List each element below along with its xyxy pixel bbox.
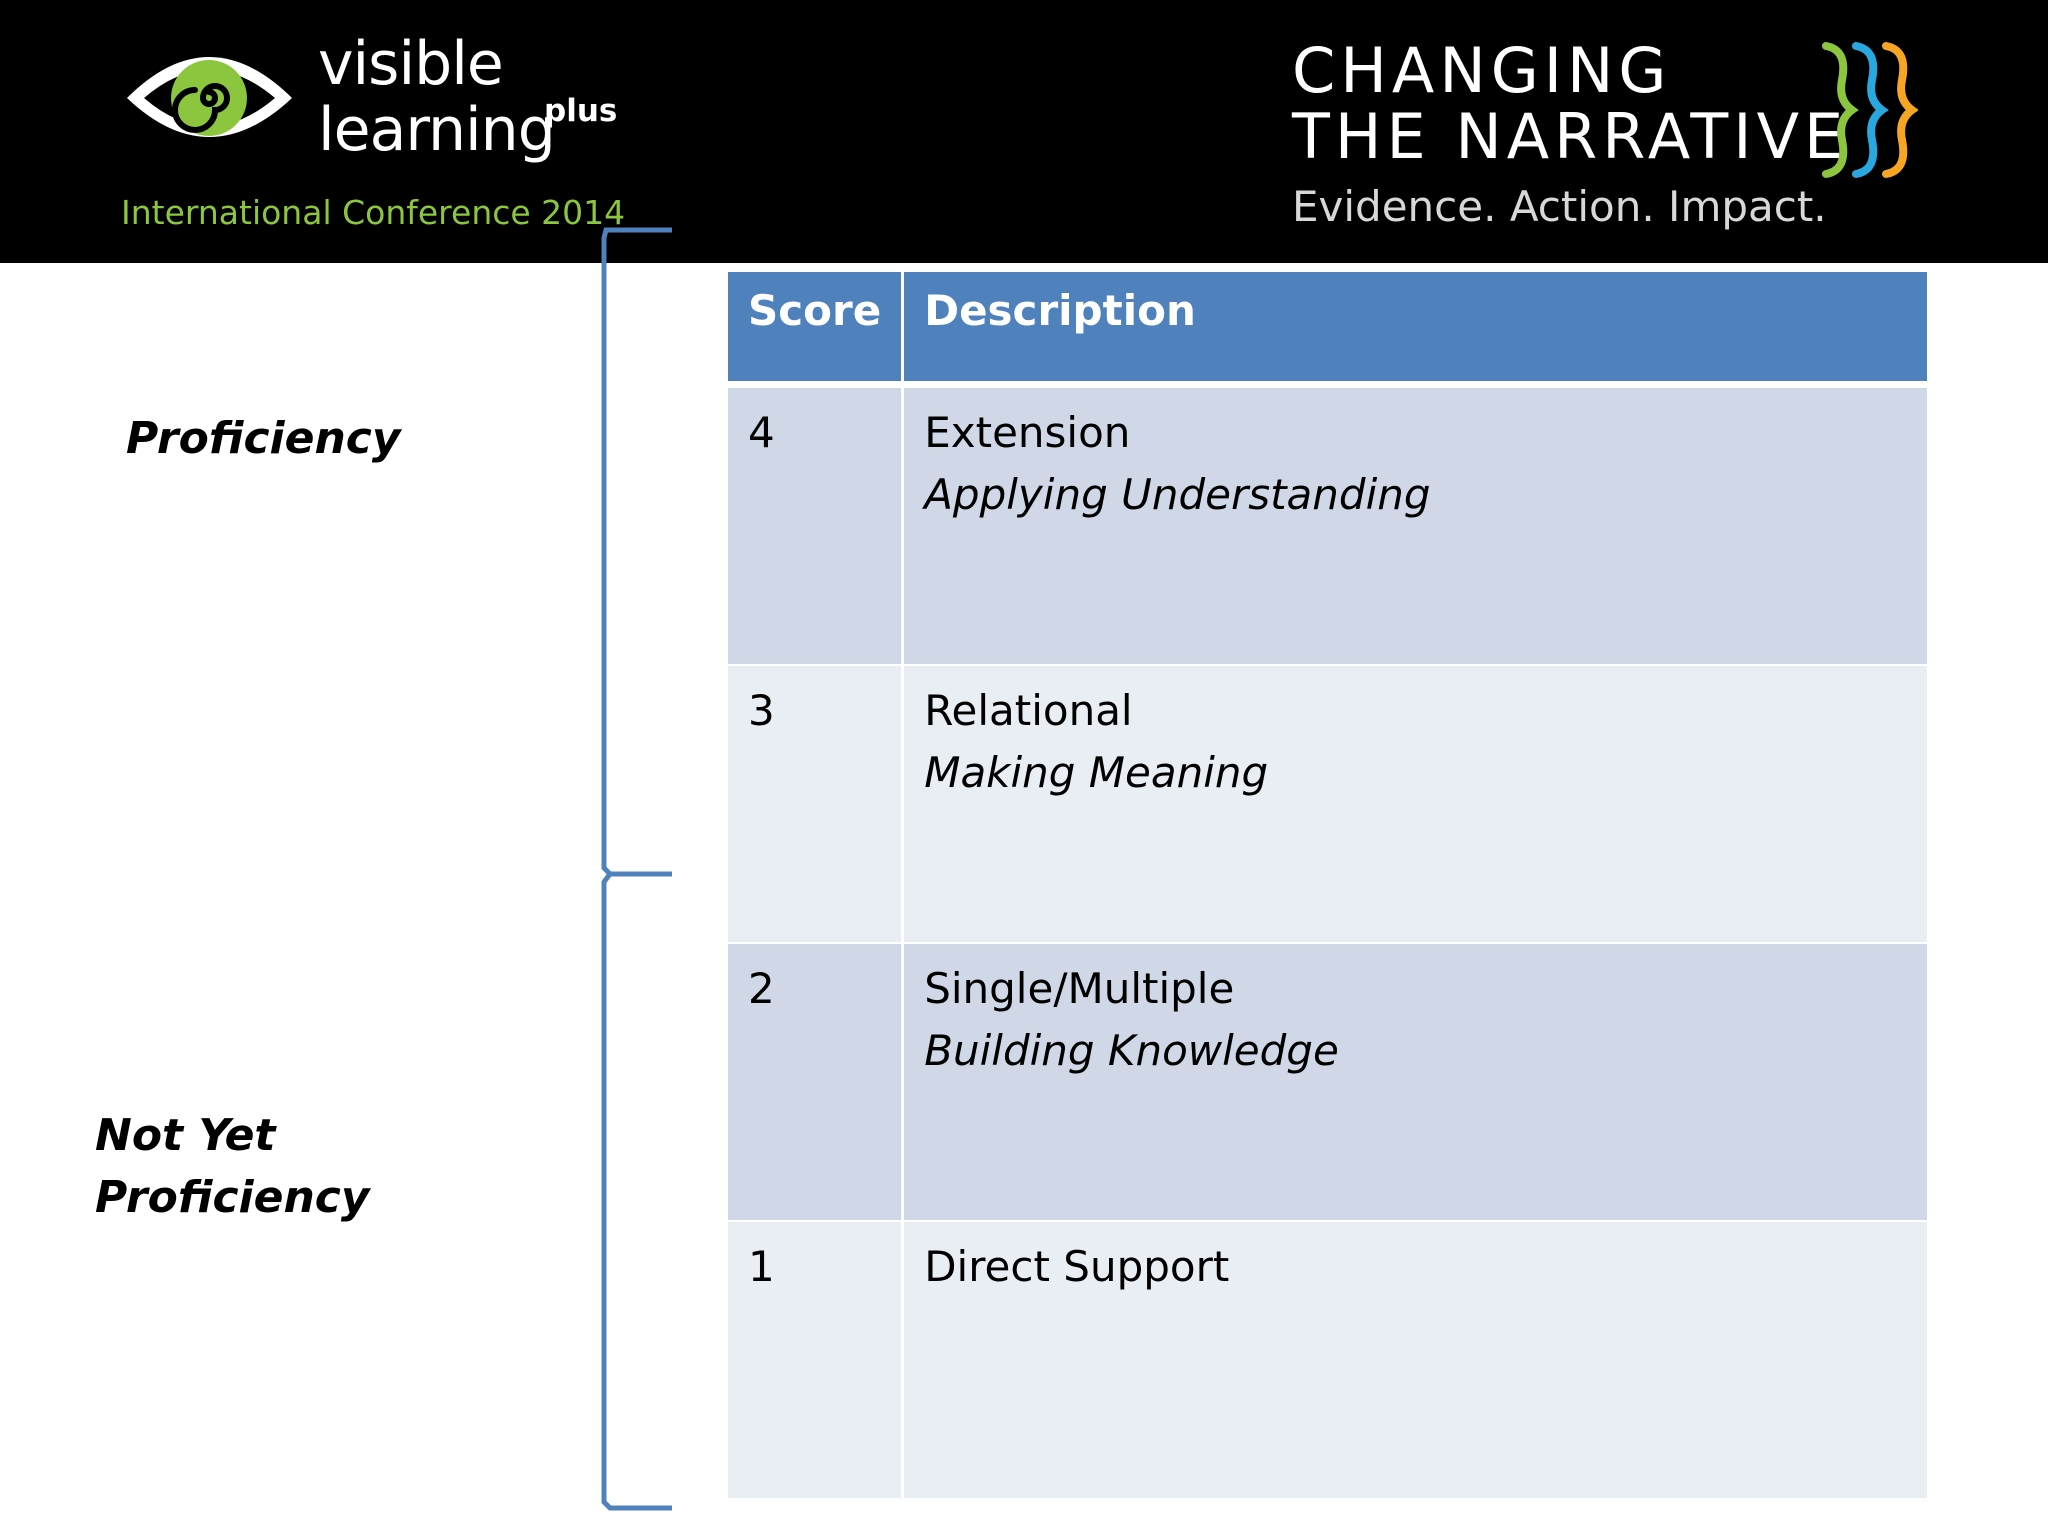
colored-brackets-icon xyxy=(1818,40,1918,180)
description-cell xyxy=(904,1220,1927,1498)
description-title: Extension xyxy=(924,408,1131,457)
description-subtitle: Building Knowledge xyxy=(924,1026,1339,1075)
header-score: Score xyxy=(728,272,904,386)
description-title: Single/Multiple xyxy=(924,964,1235,1013)
not-yet-proficiency-label xyxy=(95,1105,370,1229)
not-yet-label-line1: Not Yet xyxy=(95,1110,276,1161)
description-cell xyxy=(904,942,1927,1220)
not-yet-label-line2: Proficiency xyxy=(95,1172,370,1223)
proficiency-bracket xyxy=(604,230,672,874)
score-cell: 1 xyxy=(728,1220,904,1498)
ctn-title-line2: THE NARRATIVE xyxy=(1292,100,1849,173)
ctn-title-line1: CHANGING xyxy=(1292,34,1672,107)
score-cell: 2 xyxy=(728,942,904,1220)
description-subtitle: Applying Understanding xyxy=(924,470,1431,519)
grouping-brackets xyxy=(590,220,680,1520)
conference-tagline: International Conference 2014 xyxy=(121,193,626,232)
header-banner xyxy=(0,0,2048,263)
description-title: Direct Support xyxy=(924,1242,1230,1291)
proficiency-label: Proficiency xyxy=(126,413,401,464)
table-header-row xyxy=(728,272,1927,386)
logo-superscript-plus: plus xyxy=(544,93,618,129)
description-cell xyxy=(904,664,1927,942)
ctn-tagline: Evidence. Action. Impact. xyxy=(1292,182,1827,231)
logo-word-learning: learning xyxy=(318,95,555,165)
score-cell: 3 xyxy=(728,664,904,942)
score-cell: 4 xyxy=(728,386,904,664)
table-row xyxy=(728,1220,1927,1498)
description-cell xyxy=(904,386,1927,664)
description-subtitle: Making Meaning xyxy=(924,748,1269,797)
table-row xyxy=(728,386,1927,664)
not-yet-bracket xyxy=(604,874,672,1508)
logo-word-visible: visible xyxy=(318,29,503,99)
description-title: Relational xyxy=(924,686,1133,735)
table-row xyxy=(728,942,1927,1220)
eye-spiral-icon xyxy=(122,36,297,156)
header-description: Description xyxy=(904,272,1927,386)
score-rubric-table xyxy=(728,272,1927,1498)
table-row xyxy=(728,664,1927,942)
